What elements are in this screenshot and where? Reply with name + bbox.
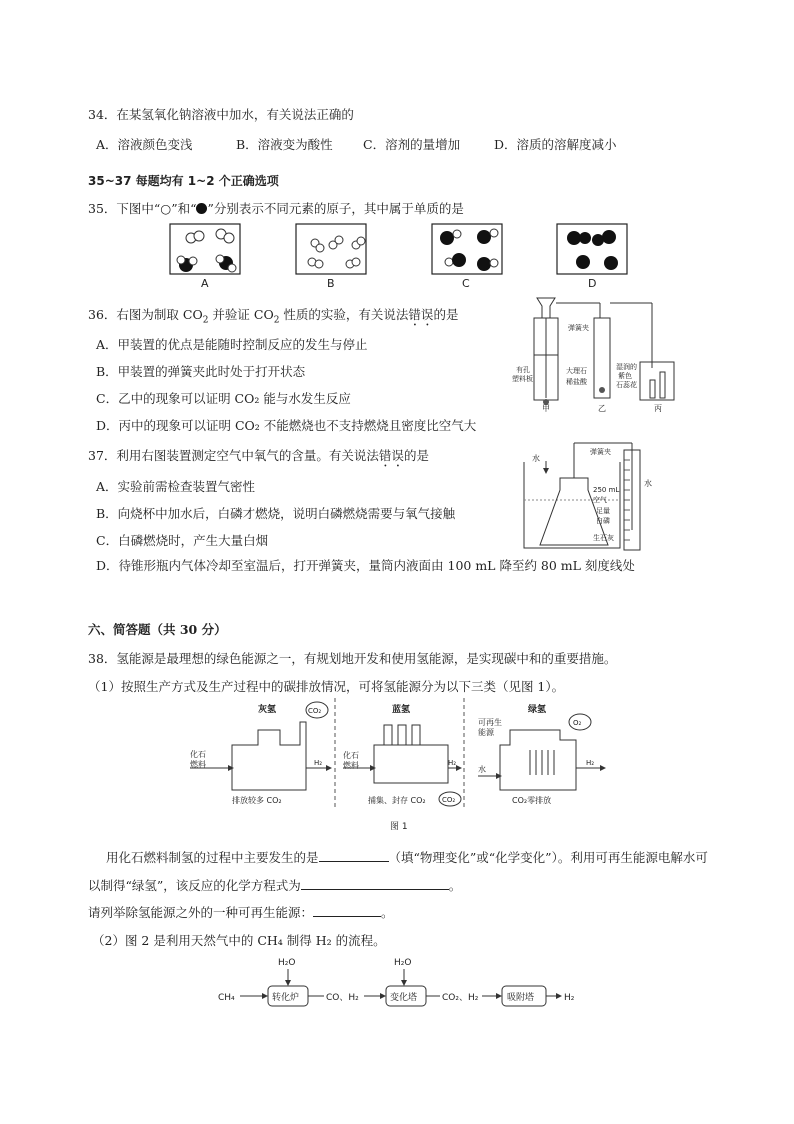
fig1-green-caption: CO₂零排放	[512, 796, 552, 805]
fig2-mid1: CO、H₂	[326, 993, 359, 1003]
fig36-porous-label: 有孔塑料板	[512, 366, 533, 383]
fig1-gray-caption: 排放较多 CO₂	[232, 796, 282, 805]
fig1-co2-small: CO₂	[442, 796, 456, 804]
fig36-marble-label: 大理石	[566, 367, 587, 375]
fig2-mid2: CO₂、H₂	[442, 993, 479, 1003]
fig1-h2-gray: H₂	[314, 759, 323, 767]
q34-option-a: A．溶液颜色变浅	[96, 137, 193, 152]
section6-title: 六、简答题（共 30 分）	[88, 622, 227, 637]
fig37-quicklime-label: 生石灰	[593, 534, 614, 542]
fig1-co2-bubble: CO₂	[308, 707, 322, 715]
arrow-down-icon	[401, 980, 407, 986]
fig37-volume-label: 250 mL	[593, 486, 620, 494]
q37-option-b: B．向烧杯中加水后，白磷才燃烧，说明白磷燃烧需要与氧气接触	[96, 506, 456, 521]
q38-part1: （1）按照生产方式及生产过程中的碳排放情况，可将氢能源分为以下三类（见图 1）。	[88, 679, 565, 694]
q37-option-a: A．实验前需检查装置气密性	[96, 479, 256, 494]
fig37-water-label: 水	[532, 454, 540, 463]
q37-option-d: D．待锥形瓶内气体冷却至室温后，打开弹簧夹，量筒内液面由 100 mL 降至约 80 mL 刻度线处	[96, 558, 635, 573]
fig37-whiteP-label: 白磷	[596, 517, 610, 525]
q34-option-c: C．溶剂的量增加	[363, 137, 461, 152]
fig2-ch4: CH₄	[218, 993, 235, 1003]
q38-q1b-end: 。	[448, 878, 462, 893]
fig37-excess-label: 足量	[596, 507, 610, 515]
fig2-reformer: 转化炉	[272, 993, 300, 1003]
fig36-jia-label: 甲	[542, 404, 550, 413]
fig1-o2: O₂	[573, 719, 582, 727]
fig1-fossil-gray: 化石燃料	[190, 750, 206, 769]
q38-q1c-end: 。	[381, 905, 394, 920]
q37-stem-d: 的是	[403, 448, 429, 463]
q36-option-d: D．丙中的现象可以证明 CO₂ 不能燃烧也不支持燃烧且密度比空气大	[96, 418, 477, 433]
q36-stem-d: 的是	[433, 307, 459, 322]
q38-q1c-text: 请列举除氢能源之外的一种可再生能源：	[88, 905, 314, 920]
q35-stem-b: ”分别表示不同元素的原子，其中属于单质的是	[207, 201, 464, 216]
fig1-caption: 图 1	[390, 822, 408, 832]
fig36-acid-label: 稀盐酸	[566, 378, 587, 386]
fig37-clip-label: 弹簧夹	[590, 448, 611, 456]
fig36-bing-label: 丙	[654, 404, 662, 413]
fig1-h2-green: H₂	[586, 759, 595, 767]
fig1-fossil-blue: 化石燃料	[343, 751, 359, 770]
fig37-water2-label: 水	[644, 479, 652, 488]
q35-label-d: D	[588, 277, 597, 290]
q35-stem-a: 35．下图中“○”和“	[88, 201, 197, 216]
arrow-right-icon	[262, 993, 268, 999]
fig36-clip-label: 弹簧夹	[568, 324, 589, 332]
fig2-adsorber: 吸附塔	[507, 993, 535, 1003]
q34-option-d: D．溶质的溶解度减小	[494, 137, 617, 152]
q36-stem-em: 错误	[408, 307, 434, 322]
q35-label-a: A	[201, 277, 209, 290]
q37-option-c: C．白磷燃烧时，产生大量白烟	[96, 533, 269, 548]
q38-intro: 38．氢能源是最理想的绿色能源之一，有规划地开发和使用氢能源，是实现碳中和的重要措施。	[88, 651, 617, 666]
fig2-h2o-2: H₂O	[394, 958, 412, 968]
fig1-water: 水	[478, 765, 486, 774]
section-note: 35~37 每题均有 1~2 个正确选项	[88, 174, 279, 188]
q37-stem-em: 错误	[378, 448, 404, 463]
fig37-air-label: 空气	[593, 496, 607, 504]
fig36-litmus-label: 湿润的紫色石蕊花	[616, 363, 637, 389]
fig2-h2o-1: H₂O	[278, 958, 296, 968]
q36-stem-b: 并验证 CO	[208, 307, 274, 322]
arrow-right-icon	[380, 993, 386, 999]
q38-part2: （2）图 2 是利用天然气中的 CH₄ 制得 H₂ 的流程。	[92, 933, 386, 948]
q36-sub1: 2	[202, 315, 209, 326]
q36-sub2: 2	[273, 315, 280, 326]
q37-stem-a: 37．利用右图装置测定空气中氧气的含量。有关说法	[88, 448, 379, 463]
q36-option-c: C．乙中的现象可以证明 CO₂ 能与水发生反应	[96, 391, 351, 406]
q38-q1a-text: 用化石燃料制氢的过程中主要发生的是	[106, 850, 319, 865]
arrow-right-icon	[496, 993, 502, 999]
arrow-right-icon	[556, 993, 562, 999]
q36-option-b: B．甲装置的弹簧夹此时处于打开状态	[96, 364, 306, 379]
fig1-blue-title: 蓝氢	[392, 705, 411, 715]
fig1-gray-title: 灰氢	[258, 705, 277, 715]
fig1-green-title: 绿氢	[528, 705, 547, 715]
q35-label-c: C	[462, 277, 470, 290]
fig1-h2-blue: H₂	[448, 759, 457, 767]
fig2-out: H₂	[564, 993, 575, 1003]
q38-q1b-text: 以制得“绿氢”，该反应的化学方程式为	[88, 878, 301, 893]
arrow-down-icon	[285, 980, 291, 986]
fig2-shifter: 变化塔	[390, 993, 418, 1003]
q38-q1a-text2: （填“物理变化”或“化学变化”）。利用可再生能源电解水可	[388, 850, 708, 865]
q36-stem-a: 36．右图为制取 CO	[88, 307, 203, 322]
fig36-yi-label: 乙	[598, 404, 606, 413]
q36-option-a: A．甲装置的优点是能随时控制反应的发生与停止	[96, 337, 368, 352]
q36-stem-c: 性质的实验，有关说法	[279, 307, 409, 322]
q34-stem: 34．在某氢氧化钠溶液中加水，有关说法正确的	[88, 107, 354, 122]
fig1-blue-caption: 捕集、封存 CO₂	[368, 796, 426, 805]
fig1-renewable: 可再生能源	[478, 718, 502, 737]
q35-label-b: B	[327, 277, 335, 290]
q34-option-b: B．溶液变为酸性	[236, 137, 333, 152]
